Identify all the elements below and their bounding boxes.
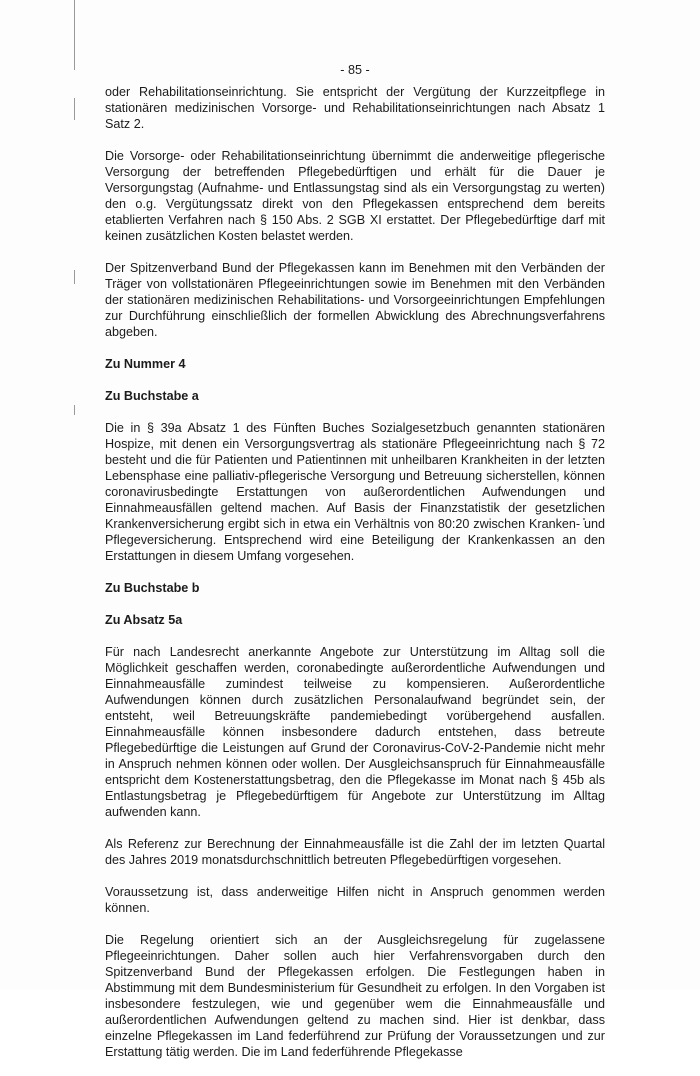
scan-edge-line xyxy=(74,405,75,415)
document-body xyxy=(105,62,605,1076)
paragraph: Die in § 39a Absatz 1 des Fünften Buches Sozialgesetzbuch genannten stationären Hospize, mit denen ein Versorgungsvertrag als stationäre Pflegeeinrichtung nach § 72 besteht und die für Patienten und Patientinnen mit unheilbaren Krankheiten in der letzten Lebensphase eine palliativ-pflegerische Versorgung und Betreuung sicherstellen, können coronavirusbedingte Erstattungen von außerordentlichen Aufwendungen und Einnahmeausfällen geltend machen. Auf Basis der Finanzstatistik der gesetzlichen Krankenversicherung ergibt sich in etwa ein Verhältnis von 80:20 zwischen Kranken- und Pflegeversicherung. Entsprechend wird eine Beteiligung der Krankenkassen an den Erstattungen in diesem Umfang vorgesehen. xyxy=(105,421,605,563)
paragraph: oder Rehabilitationseinrichtung. Sie entspricht der Vergütung der Kurzzeitpflege in stationären medizinischen Vorsorge- und Rehabilitationseinrichtungen nach Absatz 1 Satz 2. xyxy=(105,85,605,131)
paragraph: Voraussetzung ist, dass anderweitige Hilfen nicht in Anspruch genommen werden können. xyxy=(105,885,605,915)
paragraph: Der Spitzenverband Bund der Pflegekassen kann im Benehmen mit den Verbänden der Träger von vollstationären Pflegeeinrichtungen sowie im Benehmen mit den Verbänden der stationären medizinischen Rehabilitations- und Vorsorgeeinrichtungen Empfehlungen zur Durchführung einschließlich der formellen Abwicklung des Abrechnungsverfahrens abgeben. xyxy=(105,261,605,339)
section-heading: Zu Absatz 5a xyxy=(105,613,183,627)
scan-edge-line xyxy=(74,270,75,284)
paragraph: Die Regelung orientiert sich an der Ausgleichsregelung für zugelassene Pflegeeinrichtungen. Daher sollen auch hier Verfahrensvorgaben durch den Spitzenverband Bund der Pflegekassen erfolgen. Die Festlegungen haben in Abstimmung mit dem Bundesministerium für Gesundheit zu erfolgen. In den Vorgaben ist insbesondere festzulegen, wie und gegenüber wem die Einnahmeausfälle und außerordentlichen Aufwendungen geltend zu machen sind. Hier ist denkbar, dass einzelne Pflegekassen im Land federführend zur Prüfung der Voraussetzungen und zur Erstattung tätig werden. Die im Land federführende Pflegekasse xyxy=(105,933,605,1059)
section-heading: Zu Buchstabe b xyxy=(105,581,200,595)
paragraph: Als Referenz zur Berechnung der Einnahmeausfälle ist die Zahl der im letzten Quartal des Jahres 2019 monatsdurchschnittlich betreuten Pflegebedürftigen vorgesehen. xyxy=(105,837,605,867)
section-heading: Zu Nummer 4 xyxy=(105,357,186,371)
section-heading: Zu Buchstabe a xyxy=(105,389,199,403)
scan-edge-line xyxy=(74,98,75,120)
paragraph: Für nach Landesrecht anerkannte Angebote zur Unterstützung im Alltag soll die Möglichkeit geschaffen werden, coronabedingte außerordentliche Aufwendungen und Einnahmeausfälle zumindest teilweise zu kompensieren. Außerordentliche Aufwendungen können durch zusätzlichen Personalaufwand begründet sein, der entsteht, weil Betreuungskräfte pandemiebedingt vorübergehend ausfallen. Einnahmeausfälle können insbesondere dadurch entstehen, dass betreute Pflegebedürftige die Leistungen auf Grund der Coronavirus-CoV-2-Pandemie nicht mehr in Anspruch nehmen können oder wollen. Der Ausgleichsanspruch für Einnahmeausfälle entspricht dem Kostenerstattungsbetrag, den die Pflegekasse im Monat nach § 45b als Entlastungsbetrag je Pflegebedürftigem für Angebote zur Unterstützung im Alltag aufwenden kann. xyxy=(105,645,605,819)
page-number: - 85 - xyxy=(340,63,370,77)
scan-edge-line xyxy=(74,0,75,70)
paragraph: Die Vorsorge- oder Rehabilitationseinrichtung übernimmt die anderweitige pflegerische Versorgung der betreffenden Pflegebedürftigen und erhält für die Dauer je Versorgungstag (Aufnahme- und Entlassungstag sind als ein Versorgungstag zu werten) den o.g. Vergütungssatz direkt von den Pflegekassen entsprechend dem bereits etablierten Verfahren nach § 150 Abs. 2 SGB XI erstattet. Der Pflegebedürftige darf mit keinen zusätzlichen Kosten belastet werden. xyxy=(105,149,605,243)
